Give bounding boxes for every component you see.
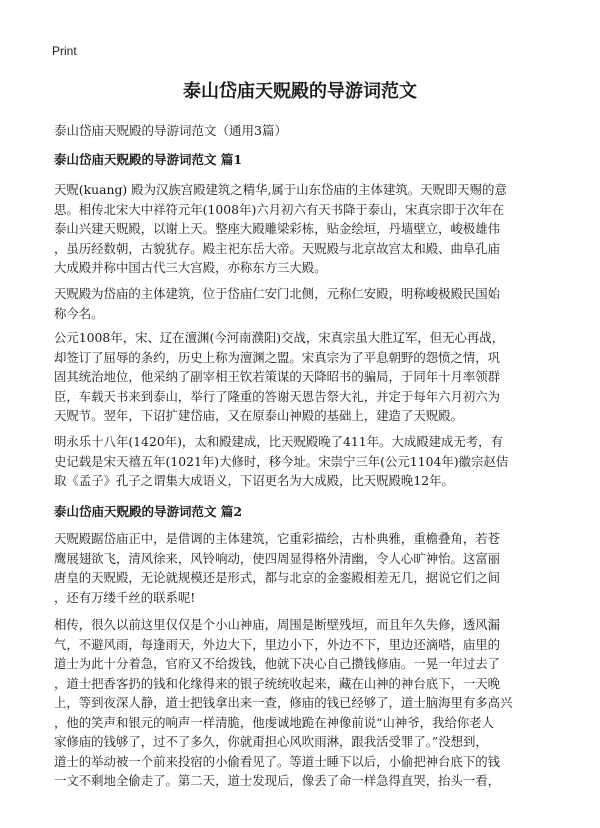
page-title: 泰山岱庙天贶殿的导游词范文 xyxy=(183,81,417,102)
text-line: ，虽历经数朝，古貌犹存。殿主祀东岳大帝。天贶殿与北京故宫太和殿、曲阜孔庙 xyxy=(54,240,501,256)
section-1-paragraph-3 xyxy=(54,328,548,426)
print-link[interactable]: Print xyxy=(52,44,77,58)
text-line: 公元1008年，宋、辽在澶渊(今河南濮阳)交战，宋真宗虽大胜辽军，但无心再战， xyxy=(54,330,505,345)
section-1-paragraph-4 xyxy=(54,432,548,491)
text-line: 一文不剩地全偷走了。第二天，道士发现后，像丢了命一样急得直哭，抬头一看， xyxy=(54,773,501,788)
text-line: 道士为此十分着急，官府又不给拨钱，他就下决心自己攒钱修庙。一晃一年过去了 xyxy=(54,656,501,671)
text-line: 取《孟子》孔子之谓集大成语义，下诏更名为大成殿，比天贶殿晚12年。 xyxy=(54,473,454,488)
text-line: 思。相传北宋大中祥符元年(1008年)六月初六有天书降于泰山，宋真宗即于次年在 xyxy=(54,201,505,217)
text-line: 家修庙的钱够了，过不了多久，你就甭担心风吹雨淋，跟我活受罪了。”没想到， xyxy=(54,734,488,749)
text-line: 称今名。 xyxy=(54,305,104,321)
section-2-paragraph-1 xyxy=(54,529,548,607)
text-line: 鹰展翅欲飞，清风徐来，风铃响动，使四周显得格外清幽，令人心旷神怡。这富丽 xyxy=(54,550,501,566)
section-1-paragraph-2 xyxy=(54,284,548,323)
text-line: ，他的笑声和银元的响声一样清脆，他虔诚地跪在神像前说“山神爷，我给你老人 xyxy=(54,714,495,730)
text-line: 泰山兴建天贶殿，以谢上天。整座大殿雕梁彩栋，贴金绘垣，丹墙壁立，峻极雄伟 xyxy=(54,221,501,236)
text-line: 天贶节。翌年，下诏扩建岱庙，又在原泰山神殿的基础上，建造了天贶殿。 xyxy=(54,408,463,423)
text-line: 明永乐十八年(1420年)，太和殿建成，比天贶殿晚了411年。大成殿建成无考，有 xyxy=(54,434,503,449)
section-2-paragraph-2 xyxy=(54,615,548,791)
text-line: 臣，车载天书来到泰山，举行了隆重的答谢天恩告祭大礼，并定于每年六月初六为 xyxy=(54,388,501,404)
document-subtitle: 泰山岱庙天贶殿的导游词范文（通用3篇） xyxy=(54,123,287,138)
text-line: 固其统治地位，他采纳了副宰相王钦若策谋的天降昭书的骗局，于同年十月率领群 xyxy=(54,369,501,384)
section-2-heading: 泰山岱庙天贶殿的导游词范文 篇2 xyxy=(54,504,243,519)
text-line: 道士的举动被一个前来投宿的小偷看见了。等道士睡下以后，小偷把神台底下的钱 xyxy=(54,753,501,769)
text-line: 气，不避风雨，每逢雨天，外边大下，里边小下，外边不下，里边还滴嗒，庙里的 xyxy=(54,636,501,652)
text-line: 相传，很久以前这里仅仅是个小山神庙，周围是断壁残垣，而且年久失修，透风漏 xyxy=(54,617,501,632)
text-line: 唐皇的天贶殿，无论就规模还是形式，都与北京的金銮殿相差无几，据说它们之间 xyxy=(54,570,501,585)
text-line: 天贶殿为岱庙的主体建筑，位于岱庙仁安门北侧，元称仁安殿，明称峻极殿民国始 xyxy=(54,286,501,301)
text-line: 大成殿并称中国古代三大宫殿，亦称东方三大殿。 xyxy=(54,260,327,275)
text-line: 天贶殿踞岱庙正中，是借调的主体建筑，它重彩描绘，古朴典雅，重檐叠角，若苍 xyxy=(54,531,501,546)
section-1-heading: 泰山岱庙天贶殿的导游词范文 篇1 xyxy=(54,152,243,167)
text-line: ，还有万缕千丝的联系呢! xyxy=(54,589,196,605)
text-line: 却签订了屈辱的条约，历史上称为澶渊之盟。宋真宗为了平息朝野的怨愤之情，巩 xyxy=(54,349,501,365)
section-1-paragraph-1 xyxy=(54,180,548,278)
text-line: 上，等到夜深人静，道士把钱拿出来一查，修庙的钱已经够了，道士脑海里有多高兴 xyxy=(54,695,513,710)
text-line: 史记载是宋天禧五年(1021年)大修时，移今址。宋崇宁三年(公元1104年)徽宗赵佶 xyxy=(54,453,509,469)
text-line: ，道士把香客扔的钱和化缘得来的银子统统收起来，藏在山神的神台底下，一天晚 xyxy=(54,675,501,691)
text-line: 天贶(kuang) 殿为汉族宫殿建筑之精华,属于山东岱庙的主体建筑。天贶即天赐的意 xyxy=(54,182,507,197)
